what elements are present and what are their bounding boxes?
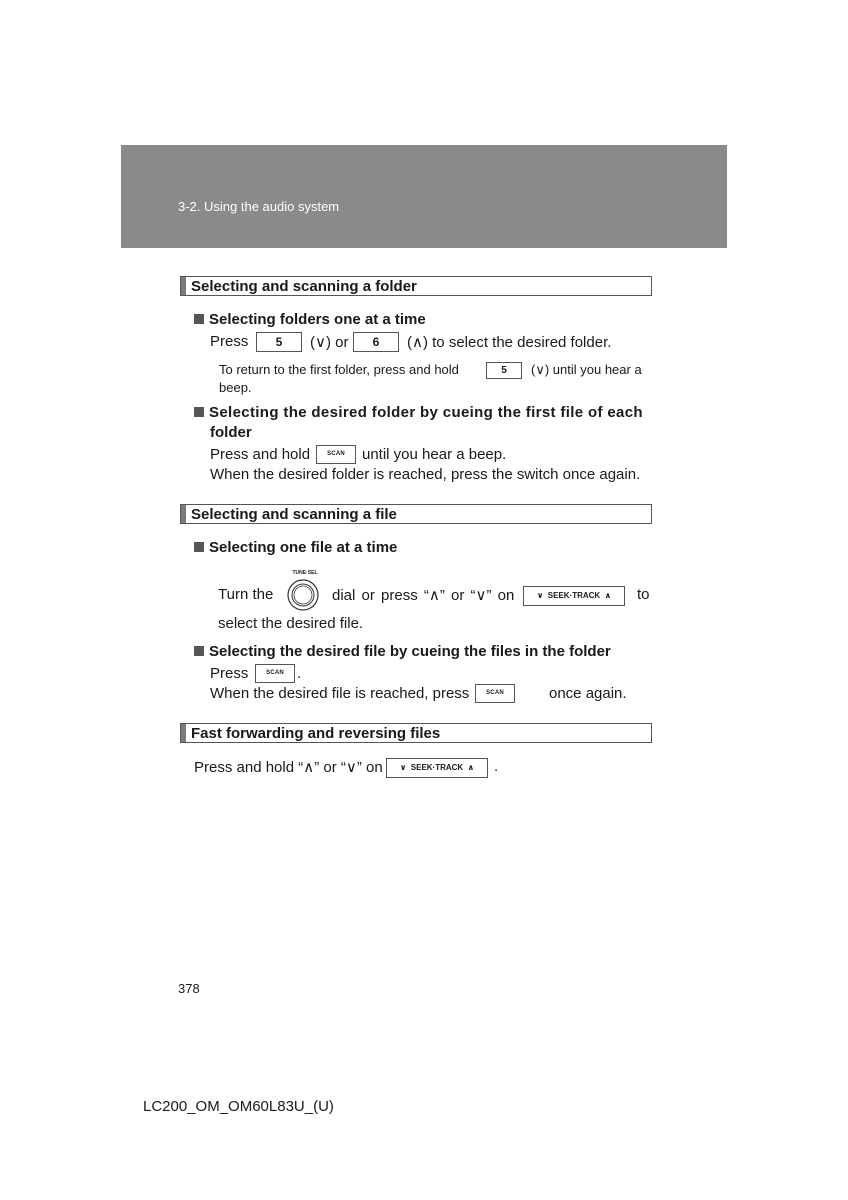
press-text-2: Press — [210, 665, 249, 682]
chevron-down-icon: ∨ — [399, 763, 407, 772]
note-return-text: To return to the first folder, press and hold — [219, 362, 459, 377]
document-code: LC200_OM_OM60L83U_(U) — [143, 1098, 334, 1115]
tune-sel-dial — [285, 570, 325, 612]
seek-track-label: SEEK·TRACK — [410, 763, 464, 772]
subheading-folder-cueing-line2: folder — [210, 424, 252, 441]
section-heading-folder: Selecting and scanning a folder — [180, 276, 652, 296]
section-heading-file: Selecting and scanning a file — [180, 504, 652, 524]
subheading-file-cueing: Selecting the desired file by cueing the files in the folder — [194, 643, 611, 660]
period-text: . — [297, 665, 302, 682]
fast-forward-text: Press and hold “∧” or “∨” on — [194, 759, 383, 776]
subheading-folders-one-at-a-time: Selecting folders one at a time — [194, 311, 426, 328]
header-bar — [121, 145, 727, 248]
square-bullet-icon — [194, 542, 204, 552]
seek-track-button — [523, 586, 625, 606]
up-select-text: (∧) to select the desired folder. — [407, 334, 612, 351]
square-bullet-icon — [194, 407, 204, 417]
button-5: 5 — [256, 332, 302, 352]
note-until-text: (∨) until you hear a — [531, 362, 642, 377]
down-or-text: (∨) or — [310, 334, 349, 351]
button-5-small: 5 — [486, 362, 522, 379]
folder-reached-text: When the desired folder is reached, press the switch once again. — [210, 466, 641, 483]
scan-button: SCAN — [316, 445, 356, 464]
period-text-2: . — [494, 758, 499, 775]
subheading-one-file: Selecting one file at a time — [194, 539, 397, 556]
dial-icon — [285, 578, 325, 612]
press-text: Press — [210, 333, 249, 350]
press-hold-text: Press and hold — [210, 446, 311, 463]
chevron-down-icon: ∨ — [536, 591, 544, 600]
subheading-folder-cueing: Selecting the desired folder by cueing the first file of each — [194, 404, 643, 421]
file-reached-text: When the desired file is reached, press — [210, 685, 470, 702]
dial-or-text: dial or press “∧” or “∨” on — [332, 587, 515, 604]
chevron-up-icon: ∧ — [604, 591, 612, 600]
dial-label: TUNE·SEL — [292, 570, 318, 576]
select-file-text: select the desired file. — [218, 615, 364, 632]
turn-the-text: Turn the — [218, 586, 274, 603]
to-text: to — [637, 586, 650, 603]
square-bullet-icon — [194, 646, 204, 656]
button-6: 6 — [353, 332, 399, 352]
scan-button-2: SCAN — [255, 664, 295, 683]
header-section-title: 3-2. Using the audio system — [178, 199, 340, 214]
square-bullet-icon — [194, 314, 204, 324]
chevron-up-icon: ∧ — [467, 763, 475, 772]
section-heading-fast: Fast forwarding and reversing files — [180, 723, 652, 743]
until-beep-text: until you hear a beep. — [362, 446, 507, 463]
seek-track-label: SEEK·TRACK — [547, 591, 601, 600]
page-number: 378 — [178, 981, 200, 996]
scan-button-3: SCAN — [475, 684, 515, 703]
note-beep-text: beep. — [219, 380, 252, 395]
once-again-text: once again. — [549, 685, 627, 702]
seek-track-button-2 — [386, 758, 488, 778]
